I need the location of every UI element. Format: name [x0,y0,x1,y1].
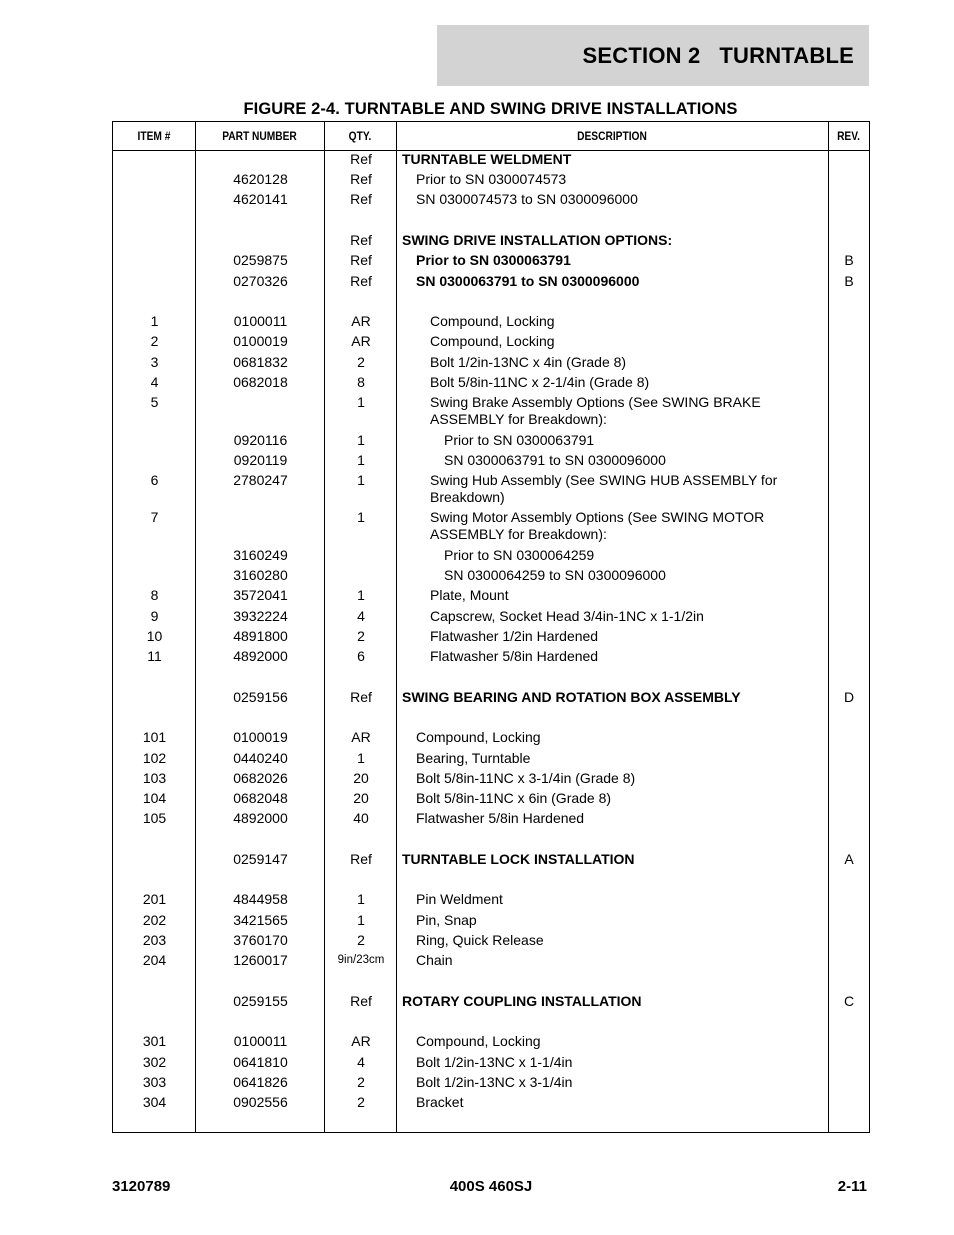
item-number: 102 [142,750,167,766]
quantity: 2 [357,628,365,644]
item-number: 105 [142,810,167,826]
table-row [113,333,869,353]
item-number: 5 [150,394,159,410]
part-number: 4620141 [233,191,288,207]
description: TURNTABLE WELDMENT [402,151,572,167]
description: Flatwasher 5/8in Hardened [416,810,585,826]
table-row [113,394,869,432]
table-row [113,1033,869,1053]
table-row [113,993,869,1013]
description: Bolt 1/2in-13NC x 1-1/4in [416,1054,573,1070]
part-number: 3421565 [233,912,288,928]
parts-table [112,121,870,1133]
description: SN 0300064259 to SN 0300096000 [444,567,666,583]
table-row [113,628,869,648]
part-number: 0682018 [233,374,288,390]
quantity: 4 [357,608,365,624]
revision: D [843,689,855,705]
table-row [113,354,869,374]
description-line: Breakdown) [430,489,505,505]
part-number: 3760170 [233,932,288,948]
quantity: Ref [350,252,372,268]
part-number: 0920116 [233,432,288,448]
table-row [113,509,869,547]
quantity: 6 [357,648,365,664]
quantity: 1 [357,472,365,488]
table-row [113,952,869,972]
quantity: 1 [357,509,365,525]
table-row [113,851,869,871]
table-row [113,567,869,587]
item-number: 2 [150,333,159,349]
header-part-number: PART NUMBER [222,129,297,143]
item-number: 3 [150,354,159,370]
quantity: 1 [357,750,365,766]
table-row [113,1094,869,1114]
description: Prior to SN 0300063791 [444,432,595,448]
quantity: 1 [357,587,365,603]
quantity: 1 [357,891,365,907]
table-row [113,912,869,932]
description: Compound, Locking [430,333,555,349]
description: Bolt 5/8in-11NC x 2-1/4in (Grade 8) [430,374,650,390]
item-number: 202 [142,912,167,928]
quantity: AR [351,313,371,329]
part-number: 3572041 [233,587,288,603]
description: Chain [416,952,453,968]
table-row [113,932,869,952]
section-banner [437,25,869,86]
description: Flatwasher 1/2in Hardened [430,628,599,644]
quantity: Ref [350,273,372,289]
header-qty: QTY. [348,129,372,143]
part-number: 4620128 [233,171,288,187]
quantity: Ref [350,689,372,705]
description: Pin, Snap [416,912,477,928]
description: Capscrew, Socket Head 3/4in-1NC x 1-1/2in [430,608,704,624]
table-row [113,770,869,790]
table-row [113,252,869,272]
table-row [113,191,869,211]
part-number: 4892000 [233,810,288,826]
footer-model: 400S 460SJ [449,1178,533,1195]
item-number: 9 [150,608,159,624]
description: Ring, Quick Release [416,932,544,948]
part-number: 0440240 [233,750,288,766]
quantity: 1 [357,432,365,448]
table-row [113,374,869,394]
part-number: 0682048 [233,790,288,806]
item-number: 103 [142,770,167,786]
item-number: 7 [150,509,159,525]
description [402,394,822,428]
header-description: DESCRIPTION [577,129,647,143]
quantity: AR [351,1033,371,1049]
description: Compound, Locking [416,1033,541,1049]
revision: B [844,273,854,289]
table-row [113,432,869,452]
table-row [113,689,869,709]
description [402,472,822,506]
description: Prior to SN 0300064259 [444,547,595,563]
quantity: Ref [350,851,372,867]
description: SN 0300063791 to SN 0300096000 [416,273,640,289]
part-number: 0681832 [233,354,288,370]
description: Prior to SN 0300063791 [416,252,571,268]
description-line: Swing Motor Assembly Options (See SWING MOTOR [430,509,765,525]
quantity: 2 [357,1074,365,1090]
description: Prior to SN 0300074573 [416,171,567,187]
quantity: 20 [353,790,369,806]
description: SN 0300063791 to SN 0300096000 [444,452,666,468]
part-number: 0259156 [233,689,288,705]
table-row [113,1054,869,1074]
quantity: Ref [350,171,372,187]
description: Bearing, Turntable [416,750,531,766]
description: Compound, Locking [430,313,555,329]
description-line: Swing Brake Assembly Options (See SWING BRAKE [430,394,761,410]
table-row [113,790,869,810]
description: Plate, Mount [430,587,509,603]
part-number: 0682026 [233,770,288,786]
part-number: 0270326 [233,273,288,289]
revision: A [844,851,854,867]
quantity: Ref [350,993,372,1009]
item-number: 6 [150,472,159,488]
quantity: AR [351,333,371,349]
item-number: 11 [147,648,162,664]
part-number: 1260017 [233,952,288,968]
description: Compound, Locking [416,729,541,745]
part-number: 0259147 [233,851,288,867]
footer-doc-number: 3120789 [112,1178,171,1195]
item-number: 8 [150,587,159,603]
item-number: 10 [146,628,163,644]
figure-title: FIGURE 2-4. TURNTABLE AND SWING DRIVE INSTALLATIONS [243,100,738,118]
table-row [113,810,869,830]
quantity: Ref [350,151,372,167]
quantity: Ref [350,232,372,248]
item-number: 204 [142,952,167,968]
item-number: 104 [142,790,167,806]
part-number: 3160249 [233,547,288,563]
revision: C [843,993,855,1009]
description: SN 0300074573 to SN 0300096000 [416,191,638,207]
description: Pin Weldment [416,891,503,907]
item-number: 101 [142,729,167,745]
table-row [113,608,869,628]
table-row [113,648,869,668]
section-title: SECTION 2 TURNTABLE [582,42,854,68]
description-line: ASSEMBLY for Breakdown): [430,411,607,427]
description [402,509,822,543]
quantity: Ref [350,191,372,207]
item-number: 303 [142,1074,167,1090]
part-number: 0902556 [233,1094,288,1110]
part-number: 4892000 [233,648,288,664]
item-number: 1 [150,313,159,329]
quantity: 2 [357,932,365,948]
table-row [113,891,869,911]
table-row [113,472,869,510]
description: SWING DRIVE INSTALLATION OPTIONS: [402,232,673,248]
table-row [113,151,869,171]
quantity: 9in/23cm [337,954,385,966]
part-number: 0100011 [233,313,288,329]
part-number: 0100019 [233,729,288,745]
part-number: 0100019 [233,333,288,349]
table-row [113,587,869,607]
quantity: 40 [353,810,369,826]
part-number: 0259155 [233,993,288,1009]
quantity: AR [351,729,371,745]
description: Bolt 5/8in-11NC x 6in (Grade 8) [416,790,612,806]
description: Bolt 1/2in-13NC x 3-1/4in [416,1074,573,1090]
item-number: 302 [142,1054,167,1070]
description-line: ASSEMBLY for Breakdown): [430,526,607,542]
description: TURNTABLE LOCK INSTALLATION [402,851,635,867]
table-row [113,232,869,252]
part-number: 4844958 [233,891,288,907]
description-line: Swing Hub Assembly (See SWING HUB ASSEMBLY for [430,472,778,488]
description: SWING BEARING AND ROTATION BOX ASSEMBLY [402,689,741,705]
header-item: ITEM # [137,129,171,143]
table-row [113,452,869,472]
description: Flatwasher 5/8in Hardened [430,648,599,664]
item-number: 301 [142,1033,167,1049]
part-number: 0641826 [233,1074,288,1090]
revision: B [844,252,854,268]
part-number: 3932224 [233,608,288,624]
part-number: 3160280 [233,567,288,583]
item-number: 4 [150,374,159,390]
footer-page-number: 2-11 [837,1178,867,1195]
table-row [113,1074,869,1094]
table-row [113,273,869,293]
item-number: 304 [142,1094,167,1110]
table-row [113,729,869,749]
quantity: 1 [357,452,365,468]
quantity: 2 [357,354,365,370]
quantity: 1 [357,912,365,928]
table-row [113,547,869,567]
quantity: 20 [353,770,369,786]
description: Bracket [416,1094,464,1110]
header-rev: REV. [837,129,860,143]
part-number: 2780247 [233,472,288,488]
table-row [113,313,869,333]
quantity: 1 [357,394,365,410]
description: Bolt 5/8in-11NC x 3-1/4in (Grade 8) [416,770,636,786]
quantity: 2 [357,1094,365,1110]
part-number: 4891800 [233,628,288,644]
table-row [113,750,869,770]
table-row [113,171,869,191]
item-number: 201 [142,891,167,907]
part-number: 0641810 [233,1054,288,1070]
part-number: 0259875 [233,252,288,268]
item-number: 203 [142,932,167,948]
description: Bolt 1/2in-13NC x 4in (Grade 8) [430,354,627,370]
quantity: 4 [357,1054,365,1070]
description: ROTARY COUPLING INSTALLATION [402,993,642,1009]
quantity: 8 [357,374,365,390]
part-number: 0920119 [233,452,288,468]
part-number: 0100011 [233,1033,288,1049]
